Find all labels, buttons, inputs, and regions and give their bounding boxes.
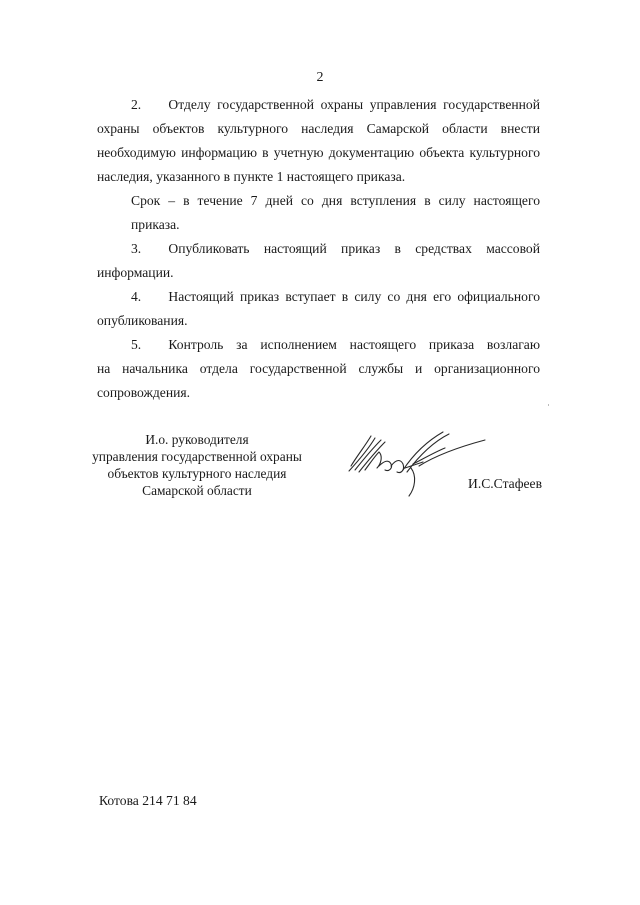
- paragraph-1-line-1: 2. Отделу государственной охраны управления государственной: [131, 97, 540, 112]
- signatory-position: [86, 431, 308, 499]
- paragraph-3-line-1: 3. Опубликовать настоящий приказ в средствах массовой: [131, 241, 540, 256]
- paragraph-4-line-2: опубликования.: [97, 313, 188, 328]
- paragraph-1-line-4: наследия, указанного в пункте 1 настоящего приказа.: [97, 169, 406, 184]
- scan-speck: [548, 404, 549, 406]
- paragraph-5-line-3: сопровождения.: [97, 385, 191, 400]
- signer-name: И.С.Стафеев: [468, 476, 543, 491]
- contact-info: Котова 214 71 84: [99, 793, 197, 808]
- paragraph-2-line-2: приказа.: [131, 217, 180, 232]
- page-number: 2: [316, 70, 324, 85]
- signatory-position-line: Самарской области: [142, 483, 252, 498]
- paragraph-5-line-1: 5. Контроль за исполнением настоящего приказа возлагаю: [131, 337, 540, 352]
- paragraph-3-line-2: информации.: [97, 265, 174, 280]
- paragraph-2-line-1: Срок – в течение 7 дней со дня вступления в силу настоящего: [131, 193, 540, 208]
- signatory-position-line: И.о. руководителя: [145, 432, 249, 447]
- paragraph-5-line-2: на начальника отдела государственной службы и организационного: [97, 361, 540, 376]
- paragraph-4-line-1: 4. Настоящий приказ вступает в силу со дня его официального: [131, 289, 540, 304]
- paragraph-1-line-3: необходимую информацию в учетную документацию объекта культурного: [97, 145, 540, 160]
- paragraph-1-line-2: охраны объектов культурного наследия Самарской области внести: [97, 121, 540, 136]
- signatory-position-line: управления государственной охраны: [92, 449, 302, 464]
- signatory-position-line: объектов культурного наследия: [107, 466, 287, 481]
